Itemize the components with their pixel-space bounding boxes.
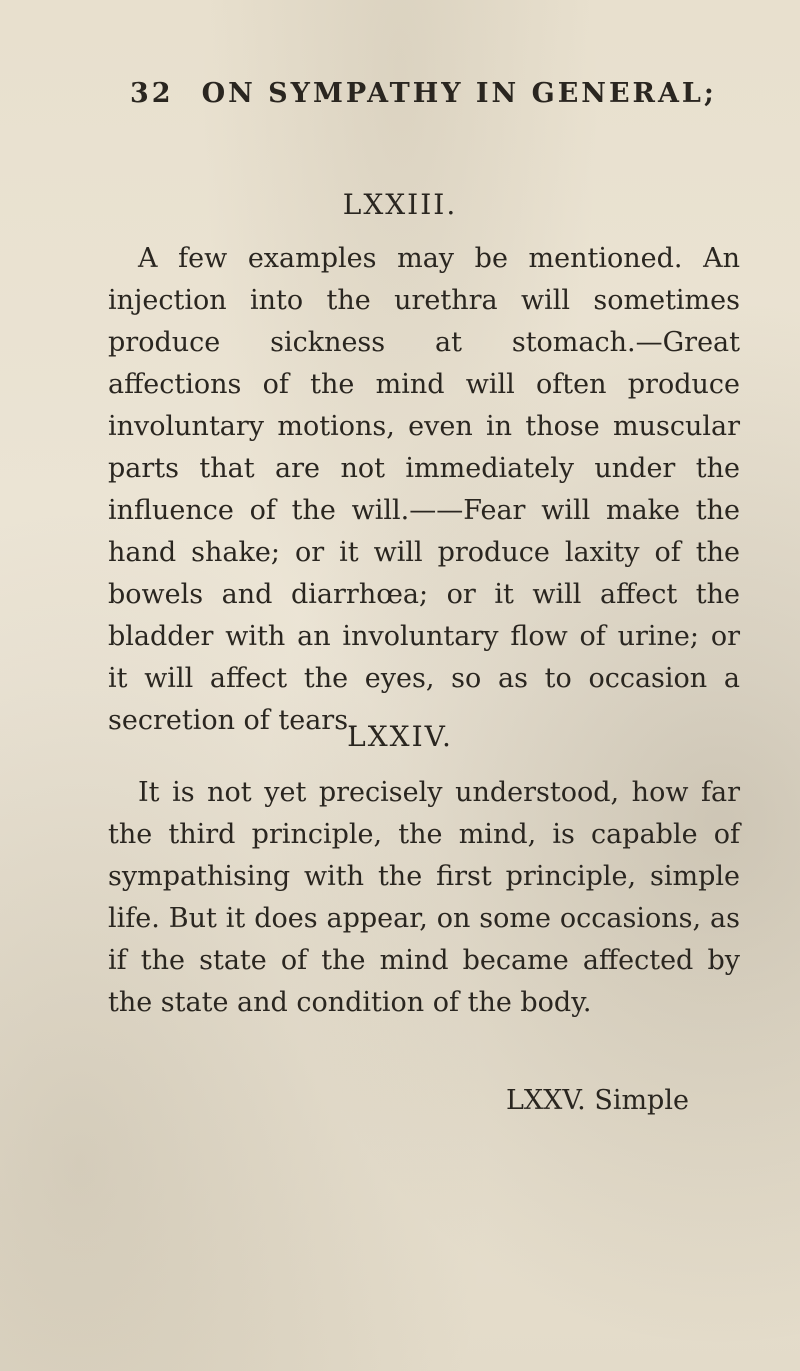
catchword: LXXV. Simple [506, 1085, 689, 1116]
paragraph-text: It is not yet precisely understood, how far the third principle, the mind, is capable of sympathising with the first principle, simple life. But it does appear, on some occasions, as if the state of the mind became affected by the state and condition of the body. [108, 777, 740, 1018]
running-head-title: ON SYMPATHY IN GENERAL; [201, 78, 717, 109]
paragraph-text: A few examples may be mentioned. An injection into the urethra will sometimes produce sickness at stomach.—Great affections of the mind will often produce involuntary motions, even in those muscular parts that are not immediately under the influence of the will.——Fear will make the hand shake; or it will produce laxity of the bowels and diarrhœa; or it will affect the bladder with an involuntary flow of urine; or it will affect the eyes, so as to occasion a secretion of tears. [108, 243, 740, 736]
page-number: 32 [130, 78, 174, 109]
paragraph-lxxiv [108, 772, 740, 1024]
running-header [130, 78, 717, 109]
section-number-lxxiv: LXXIV. [347, 720, 453, 753]
paragraph-lxxiii [108, 238, 740, 742]
section-number-lxxiii: LXXIII. [342, 188, 458, 221]
